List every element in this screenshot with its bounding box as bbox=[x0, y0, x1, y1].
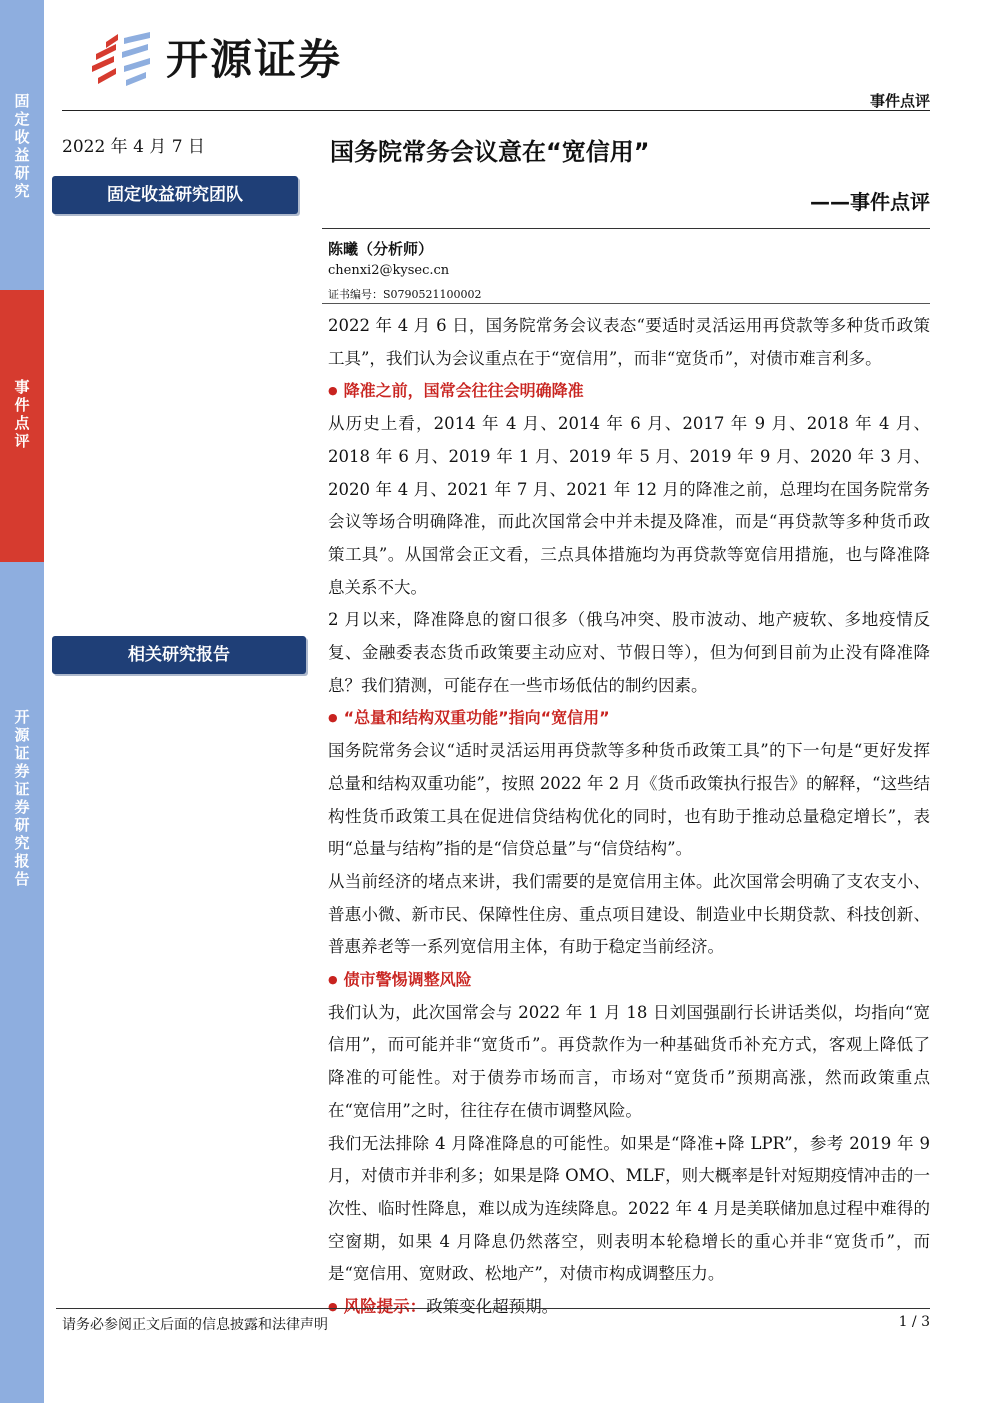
analyst-cert: 证书编号：S0790521100002 bbox=[328, 288, 482, 301]
risk-note: ● 风险提示：政策变化超预期。 bbox=[328, 1297, 559, 1317]
sidebar-bottom-band bbox=[0, 562, 44, 1403]
paragraph: 2022 年 4 月 6 日，国务院常务会议表态“要适时灵活运用再贷款等多种货币政策工具”，我们认为会议重点在于“宽信用”，而非“宽货币”，对债市难言利多。 bbox=[328, 316, 930, 368]
sidebar-bottom-label: 开源证券 证券研究报告 bbox=[14, 708, 30, 888]
footer-disclaimer: 请务必参阅正文后面的信息披露和法律声明 bbox=[62, 1317, 328, 1333]
analyst-email[interactable]: chenxi2@kysec.cn bbox=[328, 263, 450, 278]
bullet-icon: ● bbox=[328, 1300, 338, 1314]
report-title: 国务院常务会议意在“宽信用” bbox=[330, 138, 650, 166]
analyst-name: 陈曦（分析师） bbox=[328, 240, 434, 258]
report-body bbox=[328, 310, 930, 1324]
brand-name: 开源证券 bbox=[166, 35, 343, 84]
team-label-box: 固定收益研究团队 bbox=[52, 176, 298, 214]
title-divider bbox=[322, 228, 930, 229]
paragraph: 从当前经济的堵点来讲，我们需要的是宽信用主体。此次国常会明确了支农支小、普惠小微、新市民、保障性住房、重点项目建设、制造业中长期贷款、科技创新、普惠养老等一系列宽信用主体，有助于稳定当前经济。 bbox=[328, 871, 930, 957]
bullet-icon: ● bbox=[328, 384, 338, 398]
report-date: 2022 年 4 月 7 日 bbox=[62, 137, 205, 157]
bullet-icon: ● bbox=[328, 711, 338, 725]
header-divider bbox=[62, 110, 930, 111]
sidebar-top-label: 固定收益研究 bbox=[14, 92, 30, 200]
section-heading: ● 债市警惕调整风险 bbox=[328, 970, 472, 990]
related-reports-box: 相关研究报告 bbox=[52, 636, 306, 674]
section-heading: ● “总量和结构双重功能”指向“宽信用” bbox=[328, 708, 610, 728]
paragraph: 2 月以来，降准降息的窗口很多（俄乌冲突、股市波动、地产疲软、多地疫情反复、金融委表态货币政策要主动应对、节假日等），但为何到目前为止没有降准降息？我们猜测，可能存在一些市场低估的制约因素。 bbox=[328, 610, 930, 695]
bullet-icon: ● bbox=[328, 973, 338, 987]
paragraph: 从历史上看，2014 年 4 月、2014 年 6 月、2017 年 9 月、2018 年 4 月、2018 年 6 月、2019 年 1 月、2019 年 5 月、2019 年 9 月、2020 年 3 月、2020 年 4 月、2021 年 7 月、2021 年 12 月的降准之前，总理均在国务院常务会议等场合明确降准，而此次国常会中并未提及降准，而是“再贷款等多种货币政策工具”。从国常会正文看，三点具体措施均为再贷款等宽信用措施，也与降准降息关系不大。 bbox=[328, 414, 930, 597]
brand-logo-icon bbox=[88, 28, 158, 88]
sidebar-middle-label: 事件点评 bbox=[14, 378, 30, 450]
footer-divider bbox=[56, 1308, 930, 1309]
paragraph: 我们认为，此次国常会与 2022 年 1 月 18 日刘国强副行长讲话类似，均指向“宽信用”，而可能并非“宽货币”。再贷款作为一种基础货币补充方式，客观上降低了降准的可能性。对于债券市场而言，市场对“宽货币”预期高涨，然而政策重点在“宽信用”之时，往往存在债市调整风险。 bbox=[328, 1002, 930, 1120]
page-number: 1 / 3 bbox=[898, 1314, 930, 1330]
paragraph: 国务院常务会议“适时灵活运用再贷款等多种货币政策工具”的下一句是“更好发挥总量和结构双重功能”，按照 2022 年 2 月《货币政策执行报告》的解释，“这些结构性货币政策工具在促进信贷结构优化的同时，也有助于推动总量稳定增长”，表明“总量与结构”指的是“信贷总量”与“信贷结构”。 bbox=[328, 741, 930, 859]
analyst-divider bbox=[322, 303, 930, 304]
paragraph: 我们无法排除 4 月降准降息的可能性。如果是“降准+降 LPR”，参考 2019 年 9 月，对债市并非利多；如果是降 OMO、MLF，则大概率是针对短期疫情冲击的一次性、临时性降息，难以成为连续降息。2022 年 4 月是美联储加息过程中难得的空窗期，如果 4 月降息仍然落空，则表明本轮稳增长的重心并非“宽货币”，而是“宽信用、宽财政、松地产”，对债市构成调整压力。 bbox=[328, 1133, 930, 1284]
report-subtitle: ——事件点评 bbox=[810, 190, 930, 214]
header-tag: 事件点评 bbox=[869, 92, 930, 110]
section-heading: ● 降准之前，国常会往往会明确降准 bbox=[328, 381, 584, 401]
